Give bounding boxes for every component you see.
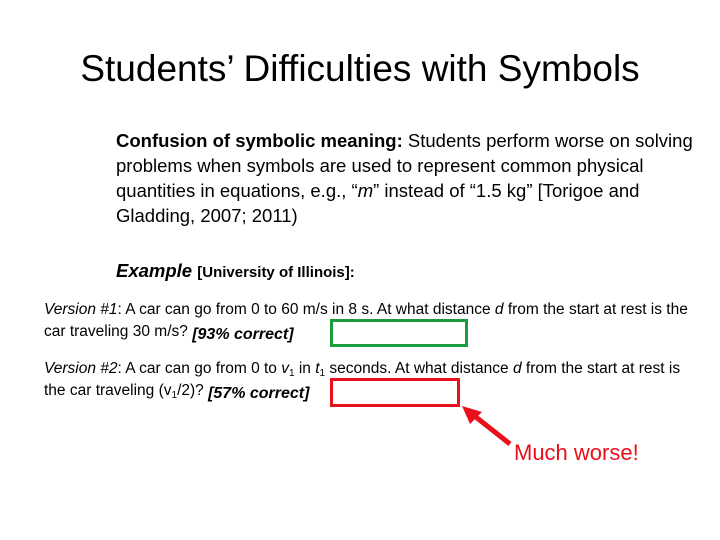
- version-2-text-c: seconds. At what distance: [325, 360, 513, 377]
- version-1-result: [93% correct]: [192, 326, 294, 343]
- version-2-d: d: [512, 360, 522, 377]
- version-1-label: Version #1: [44, 301, 118, 318]
- point-label: Confusion of symbolic meaning:: [116, 130, 403, 151]
- version-2-sub-1: 1: [288, 368, 295, 379]
- version-1-text-b: from the start at rest is the car traveling 30 m/s?: [44, 301, 688, 340]
- version-2-label: Version #2: [44, 360, 118, 377]
- version-2-v: v: [281, 360, 289, 377]
- slide-title: Students’ Difficulties with Symbols: [80, 48, 640, 89]
- version-2-text-e: /2)?: [177, 382, 209, 399]
- bullet-point: [116, 128, 696, 228]
- version-2-t: t: [315, 360, 320, 377]
- example-label: Example: [116, 260, 198, 281]
- correct-highlight-box: [330, 319, 468, 347]
- arrow-icon: [458, 402, 518, 452]
- point-text: Students perform worse on solving problems when symbols are used to represent common physical quantities in equations, e.g., “: [116, 130, 693, 201]
- example-source: [University of Illinois]:: [197, 264, 355, 281]
- version-2-text-a: : A car can go from 0 to: [117, 360, 282, 377]
- example-heading: [116, 260, 355, 282]
- version-2-result: [57% correct]: [208, 385, 310, 402]
- version-2-sub-3: 1: [171, 390, 178, 401]
- m-symbol: m: [357, 180, 374, 201]
- point-text-2: ” instead of “1.5 kg” [Torigoe and Gladding, 2007; 2011): [116, 180, 640, 226]
- version-1-text-a: : A car can go from 0 to 60 m/s in 8 s. At what distance: [117, 301, 495, 318]
- worse-highlight-box: [330, 378, 460, 407]
- version-2-text-d: from the start at rest is the car traveling (v: [44, 360, 681, 399]
- version-1-d: d: [494, 301, 504, 318]
- version-2-sub-2: 1: [319, 368, 326, 379]
- callout-text: Much worse!: [514, 440, 639, 465]
- version-2-text-b: in: [294, 360, 316, 377]
